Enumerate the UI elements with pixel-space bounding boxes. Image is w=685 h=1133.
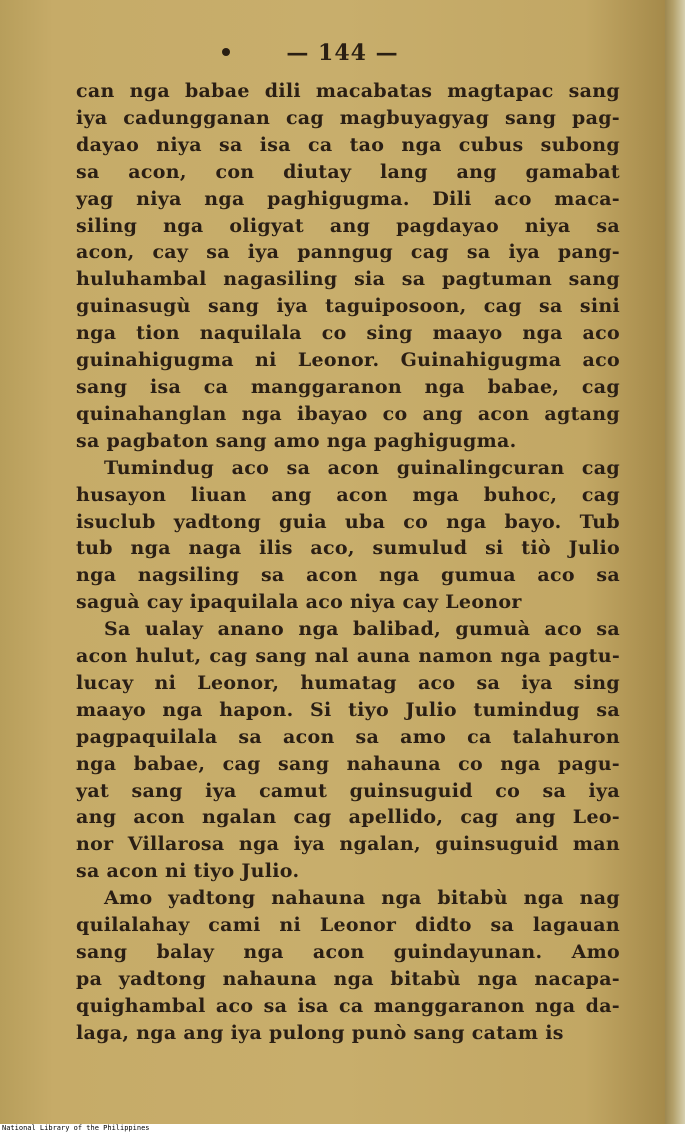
text-line: acon hulut, cag sang nal auna namon nga pagtu- — [76, 645, 620, 668]
text-line: acon, cay sa iya panngug cag sa iya pang- — [76, 241, 620, 264]
text-line: huluhambal nagasiling sia sa pagtuman sang — [76, 268, 620, 291]
text-line: isuclub yadtong guia uba co nga bayo. Tub — [76, 510, 620, 533]
text-line: ang acon ngalan cag apellido, cag ang Leo- — [76, 806, 620, 829]
page-edge — [665, 0, 685, 1124]
paragraph — [76, 616, 620, 885]
text-line: quinahanglan nga ibayao co ang acon agtang — [76, 402, 620, 425]
text-line: Tumindug aco sa acon guinalingcuran cag — [104, 456, 620, 479]
text-line: pa yadtong nahauna nga bitabù nga nacapa- — [76, 967, 620, 990]
text-line: guinasugù sang iya taguiposoon, cag sa sini — [76, 295, 620, 318]
text-line: saguà cay ipaquilala aco niya cay Leonor — [76, 591, 522, 614]
text-line: lucay ni Leonor, humatag aco sa iya sing — [76, 671, 620, 694]
text-line: husayon liuan ang acon mga buhoc, cag — [76, 483, 620, 506]
text-line: sa pagbaton sang amo nga paghigugma. — [76, 429, 517, 452]
text-line: guinahigugma ni Leonor. Guinahigugma aco — [76, 349, 620, 372]
text-line: nga tion naquilala co sing maayo nga aco — [76, 322, 620, 345]
text-line: quilalahay cami ni Leonor didto sa lagauan — [76, 914, 620, 937]
paragraph — [76, 885, 620, 1046]
page-number: — 144 — — [286, 40, 399, 66]
text-line: nor Villarosa nga iya ngalan, guinsuguid man — [76, 833, 620, 856]
text-line: pagpaquilala sa acon sa amo ca talahuron — [76, 725, 620, 748]
text-line: siling nga oligyat ang pagdayao niya sa — [76, 214, 620, 237]
text-line: nga babae, cag sang nahauna co nga pagu- — [76, 752, 620, 775]
text-line: laga, nga ang iya pulong punò sang catam is — [76, 1021, 564, 1044]
body-text — [76, 78, 620, 1047]
text-line: sang balay nga acon guindayunan. Amo — [76, 941, 620, 963]
text-line: sang isa ca manggaranon nga babae, cag — [76, 375, 620, 398]
text-line: dayao niya sa isa ca tao nga cubus subong — [76, 133, 620, 156]
paragraph — [76, 78, 620, 455]
text-line: tub nga naga ilis aco, sumulud si tiò Julio — [76, 537, 620, 560]
text-line: yat sang iya camut guinsuguid co sa iya — [76, 779, 620, 802]
text-line: yag niya nga paghigugma. Dili aco maca- — [76, 187, 620, 210]
text-line: iya cadungganan cag magbuyagyag sang pag- — [76, 106, 620, 129]
text-line: quighambal aco sa isa ca manggaranon nga da- — [76, 994, 620, 1017]
text-line: can nga babae dili macabatas magtapac sang — [76, 80, 620, 102]
text-line: maayo nga hapon. Si tiyo Julio tumindug sa — [76, 698, 620, 721]
text-line: Sa ualay anano nga balibad, gumuà aco sa — [104, 618, 620, 641]
text-line: Amo yadtong nahauna nga bitabù nga nag — [104, 887, 620, 910]
text-line: sa acon, con diutay lang ang gamabat — [76, 160, 620, 183]
footer-credit: National Library of the Philippines — [2, 1124, 150, 1132]
text-line: sa acon ni tiyo Julio. — [76, 860, 300, 883]
text-line: nga nagsiling sa acon nga gumua aco sa — [76, 564, 620, 587]
paragraph — [76, 455, 620, 616]
